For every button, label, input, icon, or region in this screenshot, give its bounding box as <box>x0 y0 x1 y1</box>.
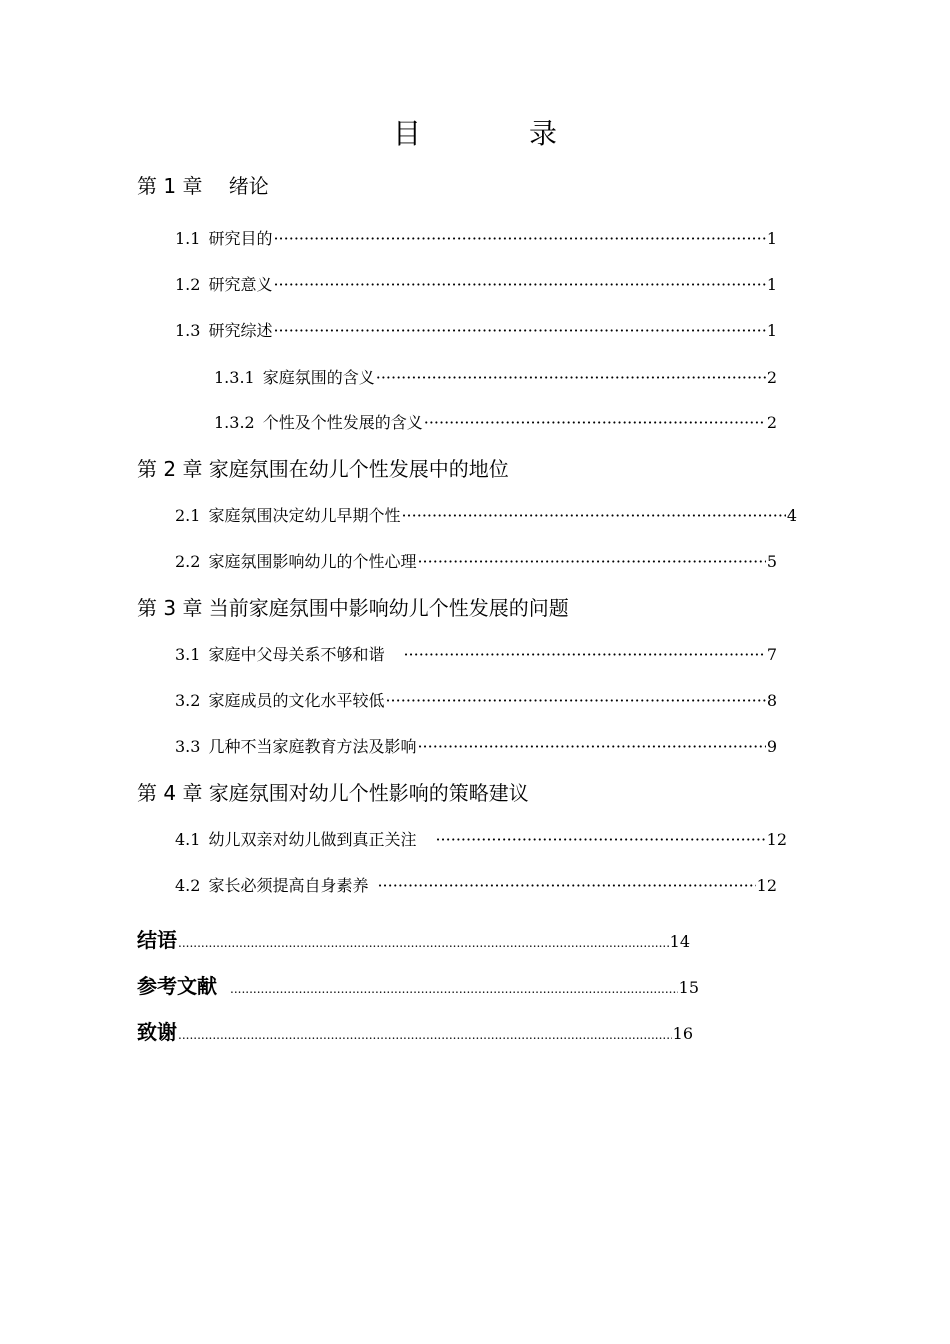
toc-entry-2-2[interactable] <box>175 549 777 572</box>
page-number: 5 <box>766 552 777 571</box>
dot-leader <box>417 737 765 756</box>
toc-entry-3-3[interactable] <box>175 734 777 757</box>
section-number: 1.3.2 <box>214 413 255 432</box>
page-number: 2 <box>766 368 777 387</box>
toc-entry-4-2[interactable] <box>175 873 777 896</box>
toc-entry-1-1[interactable] <box>175 226 777 249</box>
dot-leader <box>273 229 765 248</box>
back-matter-title: 致谢 <box>137 1020 177 1044</box>
toc-entry-3-1[interactable] <box>175 642 777 665</box>
toc-references[interactable] <box>137 970 699 999</box>
dot-leader <box>435 830 765 849</box>
section-number: 1.3 <box>175 321 201 340</box>
toc-conclusion[interactable] <box>137 924 690 953</box>
section-number: 4.2 <box>175 876 201 895</box>
back-matter-title: 结语 <box>137 928 177 952</box>
dot-leader <box>385 691 765 710</box>
section-number: 1.2 <box>175 275 201 294</box>
section-title: 研究综述 <box>208 321 273 340</box>
section-number: 1.3.1 <box>214 368 255 387</box>
section-title: 家庭中父母关系不够和谐 <box>208 645 385 664</box>
section-title: 几种不当家庭教育方法及影响 <box>208 737 417 756</box>
section-number: 3.2 <box>175 691 201 710</box>
toc-entry-1-2[interactable] <box>175 272 777 295</box>
back-matter-title: 参考文献 <box>137 974 217 998</box>
page-number: 8 <box>766 691 777 710</box>
section-number: 4.1 <box>175 830 201 849</box>
section-number: 3.3 <box>175 737 201 756</box>
page-number: 1 <box>766 275 777 294</box>
page-number: 15 <box>678 978 699 997</box>
dot-leader <box>417 552 765 571</box>
page-number: 12 <box>756 876 777 895</box>
dot-leader <box>376 368 766 387</box>
toc-entry-3-2[interactable] <box>175 688 777 711</box>
toc-acknowledgements[interactable] <box>137 1016 693 1045</box>
dot-leader <box>178 936 669 950</box>
chapter-heading-4[interactable]: 第 4 章 家庭氛围对幼儿个性影响的策略建议 <box>137 781 529 805</box>
chapter-heading-3[interactable]: 第 3 章 当前家庭氛围中影响幼儿个性发展的问题 <box>137 596 569 620</box>
dot-leader <box>273 321 765 340</box>
page-number: 9 <box>766 737 777 756</box>
toc-entry-1-3[interactable] <box>175 318 777 341</box>
toc-entry-1-3-1[interactable] <box>214 365 777 388</box>
toc-entry-4-1[interactable] <box>175 827 787 850</box>
section-title: 家庭成员的文化水平较低 <box>208 691 385 710</box>
section-number: 1.1 <box>175 229 201 248</box>
dot-leader <box>178 1028 672 1042</box>
dot-leader <box>230 982 678 996</box>
section-title: 个性及个性发展的含义 <box>262 413 423 432</box>
dot-leader <box>377 876 755 895</box>
page-number: 4 <box>786 506 797 525</box>
section-title: 幼儿双亲对幼儿做到真正关注 <box>208 830 417 849</box>
page-number: 1 <box>766 229 777 248</box>
page-number: 16 <box>672 1024 693 1043</box>
chapter-heading-1[interactable]: 第 1 章 绪论 <box>137 174 269 198</box>
section-title: 研究意义 <box>208 275 273 294</box>
page-number: 12 <box>766 830 787 849</box>
section-number: 2.2 <box>175 552 201 571</box>
page-title: 目 录 <box>392 117 597 150</box>
section-number: 3.1 <box>175 645 201 664</box>
dot-leader <box>401 506 785 525</box>
dot-leader <box>403 645 765 664</box>
section-title: 家庭氛围的含义 <box>262 368 375 387</box>
page-number: 7 <box>766 645 777 664</box>
section-number: 2.1 <box>175 506 201 525</box>
dot-leader <box>273 275 765 294</box>
section-title: 家庭氛围影响幼儿的个性心理 <box>208 552 417 571</box>
dot-leader <box>424 413 766 432</box>
section-title: 家长必须提高自身素养 <box>208 876 369 895</box>
page-number: 1 <box>766 321 777 340</box>
toc-entry-1-3-2[interactable] <box>214 410 777 433</box>
section-title: 研究目的 <box>208 229 273 248</box>
chapter-heading-2[interactable]: 第 2 章 家庭氛围在幼儿个性发展中的地位 <box>137 457 509 481</box>
page-number: 14 <box>669 932 690 951</box>
section-title: 家庭氛围决定幼儿早期个性 <box>208 506 401 525</box>
toc-entry-2-1[interactable] <box>175 503 797 526</box>
page-number: 2 <box>766 413 777 432</box>
